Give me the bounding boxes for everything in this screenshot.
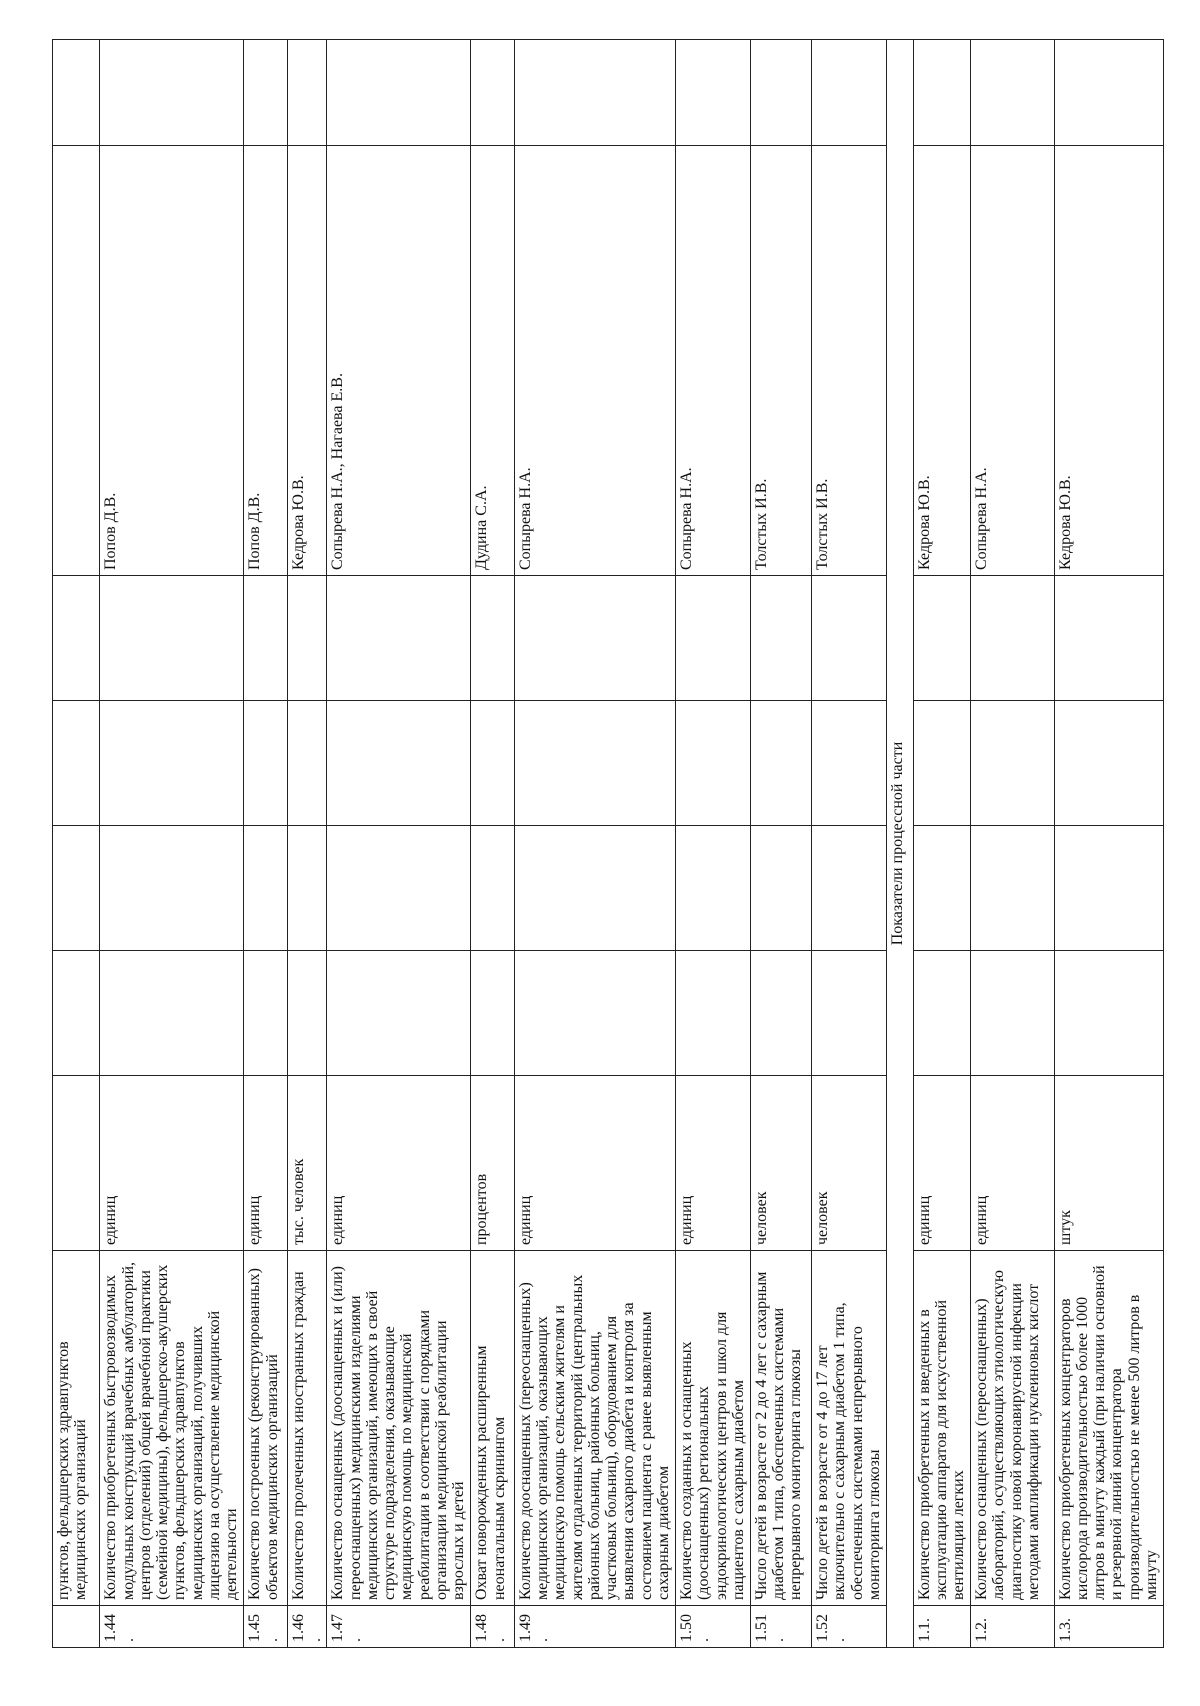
value-cell: [812, 701, 887, 826]
extra-cell: [750, 40, 811, 146]
value-cell: [913, 576, 970, 701]
section-header-row: [886, 40, 913, 1648]
responsible-person: Сопырева Н.А., Нагаева Е.В.: [327, 146, 471, 576]
value-cell: [1054, 576, 1163, 701]
value-cell: [53, 951, 100, 1076]
table-row: [812, 40, 887, 1648]
extra-cell: [676, 40, 751, 146]
row-number: 1.50.: [676, 1606, 751, 1648]
value-cell: [287, 826, 327, 951]
row-number: 1.51.: [750, 1606, 811, 1648]
extra-cell: [100, 40, 244, 146]
indicator-description: Количество оснащенных (дооснащенных и (или) переоснащенных) медицинскими изделиями медицинских организаций, имеющих в своей структуре подразделения, оказывающие медицинскую помощь по медицинской реабилитации в соответствии с порядками организации медицинской реабилитации взрослых и детей: [327, 1251, 471, 1606]
value-cell: [676, 951, 751, 1076]
value-cell: [287, 701, 327, 826]
value-cell: [514, 826, 675, 951]
value-cell: [971, 701, 1055, 826]
unit-of-measure: единиц: [100, 1076, 244, 1251]
table-row: [100, 40, 244, 1648]
value-cell: [1054, 951, 1163, 1076]
extra-cell: [514, 40, 675, 146]
unit-of-measure: единиц: [676, 1076, 751, 1251]
unit-of-measure: человек: [812, 1076, 887, 1251]
unit-of-measure: человек: [750, 1076, 811, 1251]
value-cell: [53, 701, 100, 826]
value-cell: [812, 951, 887, 1076]
indicator-description: Число детей в возрасте от 4 до 17 лет включительно с сахарным диабетом 1 типа, обеспеченных системами непрерывного мониторинга глюкозы: [812, 1251, 887, 1606]
value-cell: [53, 826, 100, 951]
extra-cell: [1054, 40, 1163, 146]
value-cell: [327, 826, 471, 951]
responsible-person: Сопырева Н.А.: [971, 146, 1055, 576]
value-cell: [913, 826, 970, 951]
responsible-person: Попов Д.В.: [244, 146, 287, 576]
value-cell: [971, 576, 1055, 701]
table-row: [244, 40, 287, 1648]
extra-cell: [53, 40, 100, 146]
unit-of-measure: процентов: [471, 1076, 514, 1251]
value-cell: [100, 576, 244, 701]
row-number: 1.52.: [812, 1606, 887, 1648]
value-cell: [287, 576, 327, 701]
value-cell: [471, 826, 514, 951]
indicator-description: Количество приобретенных и введенных в эксплуатацию аппаратов для искусственной вентиляции легких: [913, 1251, 970, 1606]
unit-of-measure: единиц: [971, 1076, 1055, 1251]
unit-of-measure: единиц: [514, 1076, 675, 1251]
row-number: 1.49.: [514, 1606, 675, 1648]
value-cell: [100, 826, 244, 951]
value-cell: [514, 701, 675, 826]
row-number: 1.44.: [100, 1606, 244, 1648]
extra-cell: [471, 40, 514, 146]
value-cell: [812, 576, 887, 701]
value-cell: [750, 826, 811, 951]
value-cell: [471, 951, 514, 1076]
indicator-description: пунктов, фельдшерских здравпунктов медицинских организаций: [53, 1251, 100, 1606]
unit-of-measure: единиц: [327, 1076, 471, 1251]
value-cell: [471, 701, 514, 826]
responsible-person: Сопырева Н.А.: [676, 146, 751, 576]
indicators-table: [52, 39, 1164, 1648]
responsible-person: [53, 146, 100, 576]
table-row: [471, 40, 514, 1648]
value-cell: [244, 951, 287, 1076]
value-cell: [100, 951, 244, 1076]
value-cell: [812, 826, 887, 951]
value-cell: [514, 576, 675, 701]
table-row: [53, 40, 100, 1648]
value-cell: [471, 576, 514, 701]
table-row: [676, 40, 751, 1648]
responsible-person: Сопырева Н.А.: [514, 146, 675, 576]
value-cell: [971, 951, 1055, 1076]
table-row: [327, 40, 471, 1648]
responsible-person: Дудина С.А.: [471, 146, 514, 576]
responsible-person: Попов Д.В.: [100, 146, 244, 576]
extra-cell: [244, 40, 287, 146]
unit-of-measure: единиц: [244, 1076, 287, 1251]
value-cell: [913, 951, 970, 1076]
value-cell: [244, 701, 287, 826]
value-cell: [1054, 701, 1163, 826]
row-number: 1.46.: [287, 1606, 327, 1648]
table-row: [514, 40, 675, 1648]
row-number: [53, 1606, 100, 1648]
value-cell: [100, 701, 244, 826]
value-cell: [750, 701, 811, 826]
indicator-description: Количество созданных и оснащенных (дооснащенных) региональных эндокринологических центров и школ для пациентов с сахарным диабетом: [676, 1251, 751, 1606]
table-row: [287, 40, 327, 1648]
extra-cell: [287, 40, 327, 146]
responsible-person: Кедрова Ю.В.: [913, 146, 970, 576]
value-cell: [676, 576, 751, 701]
value-cell: [327, 951, 471, 1076]
indicator-description: Количество дооснащенных (переоснащенных) медицинских организаций, оказывающих медицинскую помощь сельским жителям и жителям отдаленных территорий (центральных районных больниц, районных больниц, участковых больниц), оборудованием для выявления сахарного диабета и контроля за состоянием пациента с ранее выявленным сахарным диабетом: [514, 1251, 675, 1606]
responsible-person: Толстых И.В.: [812, 146, 887, 576]
extra-cell: [812, 40, 887, 146]
indicator-description: Число детей в возрасте от 2 до 4 лет с сахарным диабетом 1 типа, обеспеченных системами непрерывного мониторинга глюкозы: [750, 1251, 811, 1606]
extra-cell: [913, 40, 970, 146]
indicator-description: Количество оснащенных (переоснащенных) лабораторий, осуществляющих этиологическую диагностику новой коронавирусной инфекции методами амплификации нуклеиновых кислот: [971, 1251, 1055, 1606]
indicator-description: Количество приобретенных концентраторов кислорода производительностью более 1000 литров в минуту каждый (при наличии основной и резервной линий концентратора производительностью не менее 500 литров в минуту: [1054, 1251, 1163, 1606]
value-cell: [971, 826, 1055, 951]
extra-cell: [327, 40, 471, 146]
value-cell: [53, 576, 100, 701]
responsible-person: Кедрова Ю.В.: [1054, 146, 1163, 576]
responsible-person: Толстых И.В.: [750, 146, 811, 576]
value-cell: [327, 576, 471, 701]
value-cell: [244, 826, 287, 951]
value-cell: [1054, 826, 1163, 951]
table-row: [913, 40, 970, 1648]
value-cell: [287, 951, 327, 1076]
row-number: 1.47.: [327, 1606, 471, 1648]
table-row: [1054, 40, 1163, 1648]
value-cell: [514, 951, 675, 1076]
unit-of-measure: штук: [1054, 1076, 1163, 1251]
value-cell: [244, 576, 287, 701]
unit-of-measure: тыс. человек: [287, 1076, 327, 1251]
unit-of-measure: единиц: [913, 1076, 970, 1251]
row-number: 1.45.: [244, 1606, 287, 1648]
value-cell: [750, 951, 811, 1076]
indicator-description: Количество построенных (реконструированных) объектов медицинских организаций: [244, 1251, 287, 1606]
value-cell: [676, 826, 751, 951]
value-cell: [750, 576, 811, 701]
indicator-description: Охват новорожденных расширенным неонатальным скринингом: [471, 1251, 514, 1606]
unit-of-measure: [53, 1076, 100, 1251]
extra-cell: [971, 40, 1055, 146]
row-number: 1.48.: [471, 1606, 514, 1648]
table-row: [750, 40, 811, 1648]
row-number: 1.3.: [1054, 1606, 1163, 1648]
value-cell: [327, 701, 471, 826]
value-cell: [913, 701, 970, 826]
value-cell: [676, 701, 751, 826]
section-header: Показатели процессной части: [886, 40, 913, 1648]
row-number: 1.2.: [971, 1606, 1055, 1648]
table-row: [971, 40, 1055, 1648]
indicator-description: Количество пролеченных иностранных граждан: [287, 1251, 327, 1606]
responsible-person: Кедрова Ю.В.: [287, 146, 327, 576]
indicator-description: Количество приобретенных быстровозводимых модульных конструкций врачебных амбулаторий, центров (отделений) общей врачебной практики (семейной медицины), фельдшерско-акушерских пунктов, фельдшерских здравпунктов медицинских организаций, получивших лицензию на осуществление медицинской деятельности: [100, 1251, 244, 1606]
row-number: 1.1.: [913, 1606, 970, 1648]
